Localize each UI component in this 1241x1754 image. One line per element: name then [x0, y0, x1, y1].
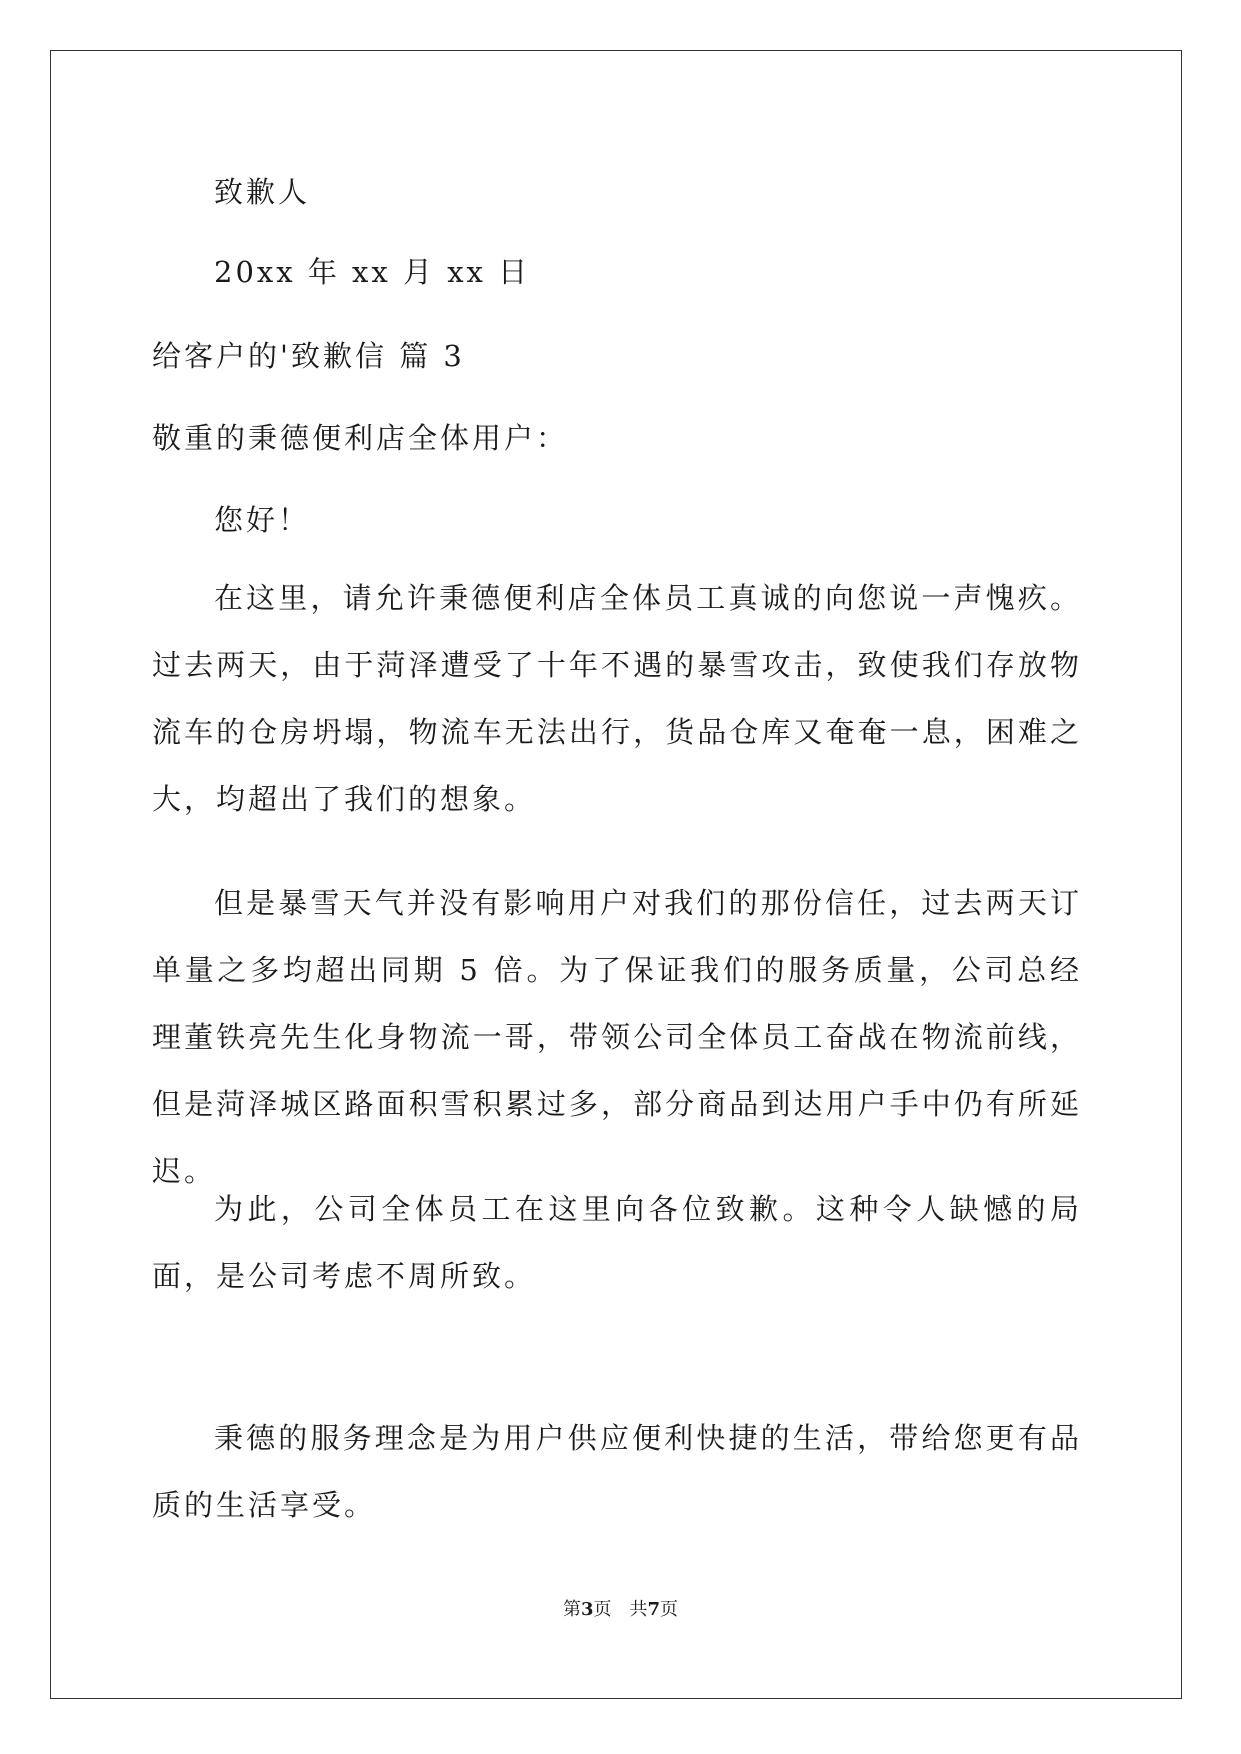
paragraph-3: 为此，公司全体员工在这里向各位致歉。这种令人缺憾的局面，是公司考虑不周所致。: [152, 1192, 1082, 1293]
paragraph-4: 秉德的服务理念是为用户供应便利快捷的生活，带给您更有品质的生活享受。: [152, 1421, 1082, 1522]
footer-total-pages: 7: [647, 1599, 661, 1620]
salutation: 敬重的秉德便利店全体用户：: [152, 421, 569, 455]
signature: 致歉人: [214, 175, 311, 209]
paragraph-1: 在这里，请允许秉德便利店全体员工真诚的向您说一声愧疚。过去两天，由于菏泽遭受了十年不遇的暴雪攻击，致使我们存放物流车的仓房坍塌，物流车无法出行，货品仓库又奄奄一息，困难之大，均超出了我们的想象。: [152, 581, 1082, 816]
greeting: 您好！: [214, 503, 311, 537]
date: 20xx 年 xx 月 xx 日: [214, 255, 531, 289]
footer-page-suffix: 页: [660, 1599, 679, 1620]
paragraph-2: 但是暴雪天气并没有影响用户对我们的那份信任，过去两天订单量之多均超出同期 5 倍。为了保证我们的服务质量，公司总经理董铁亮先生化身物流一哥，带领公司全体员工奋战在物流前线，但是菏泽城区路面积雪积累过多，部分商品到达用户手中仍有所延迟。: [152, 886, 1082, 1188]
section-title: 给客户的'致歉信 篇 3: [152, 339, 465, 373]
footer-page-prefix: 第: [562, 1599, 581, 1620]
footer-page-mid: 页 共: [593, 1599, 648, 1620]
page-footer: [0, 1598, 1241, 1622]
footer-current-page: 3: [580, 1599, 594, 1620]
